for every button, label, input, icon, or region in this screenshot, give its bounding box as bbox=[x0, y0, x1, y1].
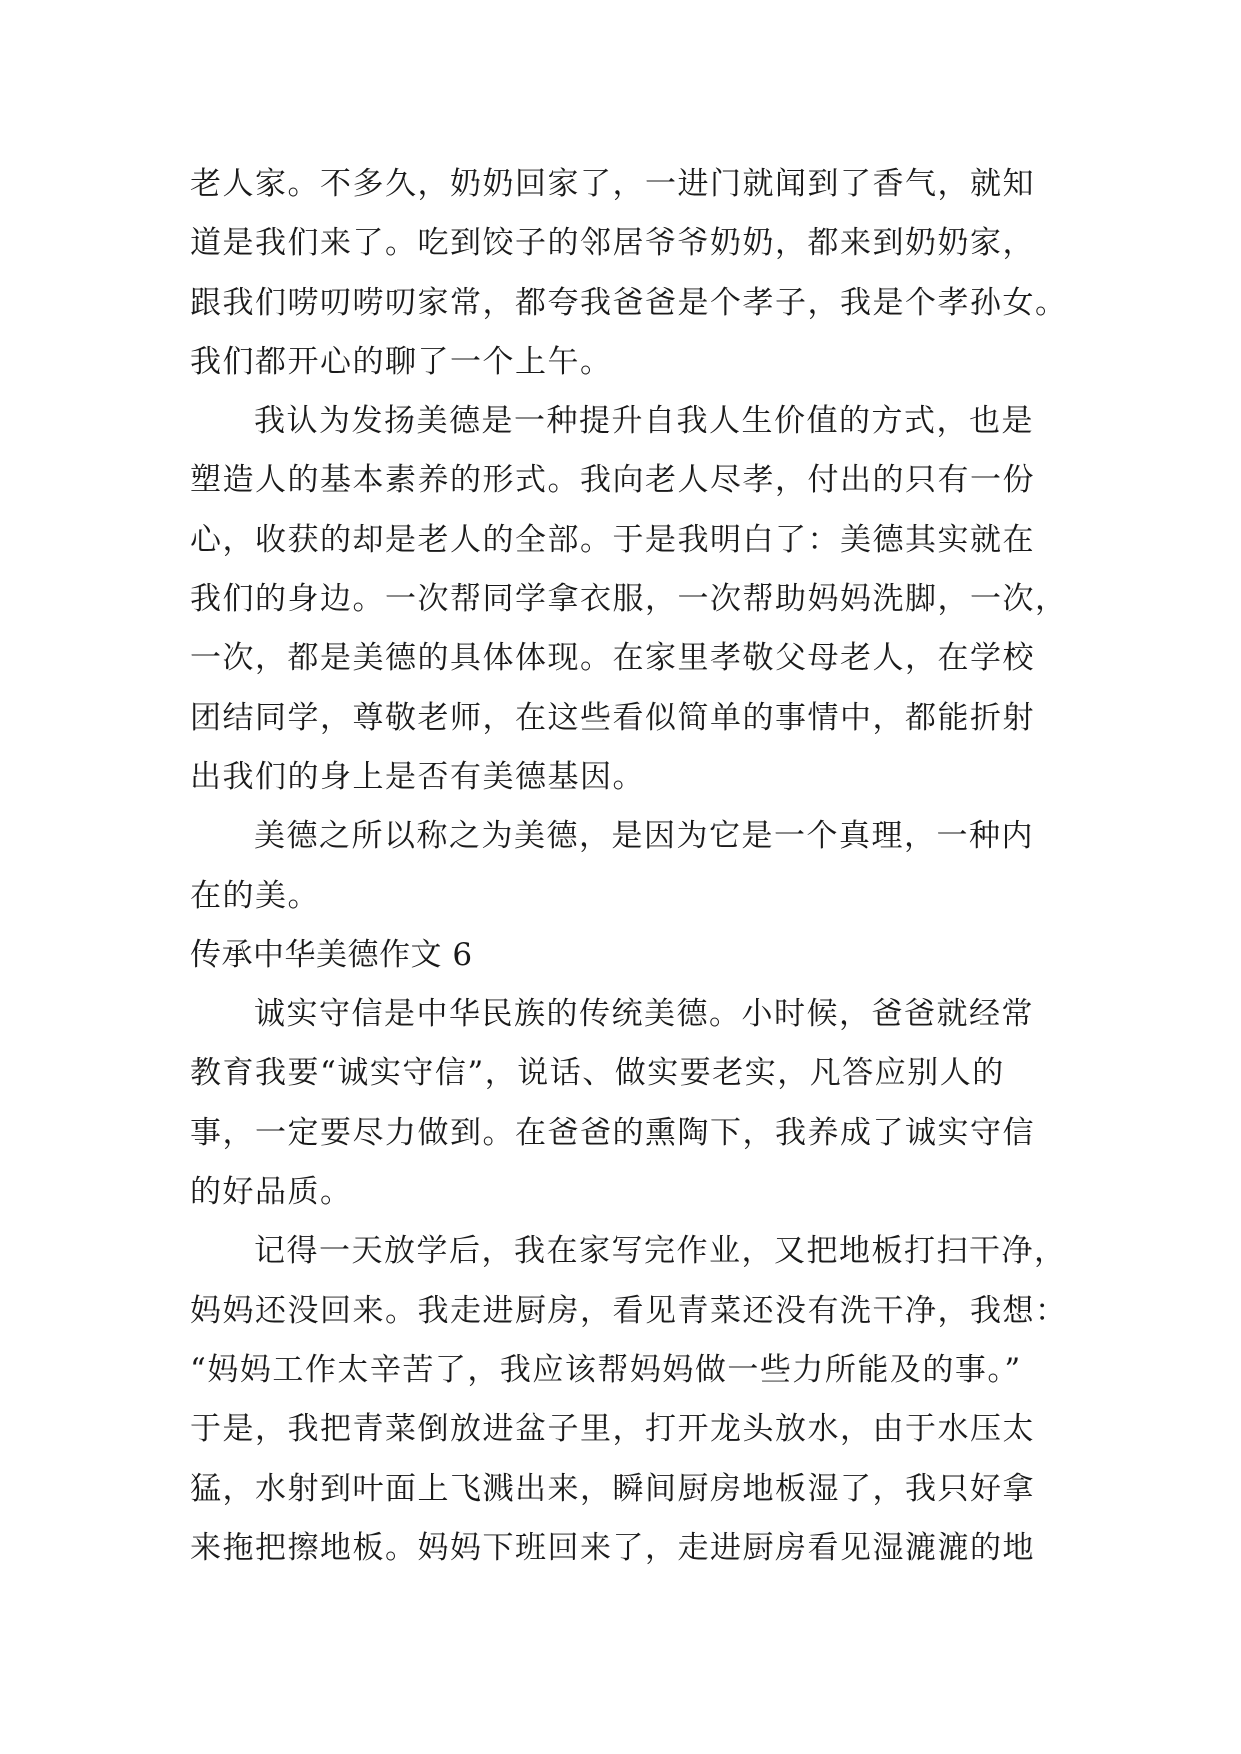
text-line: 诚实守信是中华民族的传统美德。小时候，爸爸就经常 bbox=[254, 996, 1034, 1033]
text-line: 猛，水射到叶面上飞溅出来，瞬间厨房地板湿了，我只好拿 bbox=[190, 1470, 1035, 1507]
text-line: 塑造人的基本素养的形式。我向老人尽孝，付出的只有一份 bbox=[190, 462, 1035, 499]
text-line: 老人家。不多久，奶奶回家了，一进门就闻到了香气，就知 bbox=[190, 166, 1035, 202]
document-body bbox=[190, 155, 1068, 1578]
text-line: 跟我们唠叨唠叨家常，都夸我爸爸是个孝子，我是个孝孙女。 bbox=[190, 284, 1068, 321]
text-line: 教育我要“诚实守信”，说话、做实要老实，凡答应别人的 bbox=[190, 1055, 1005, 1092]
text-line: 出我们的身上是否有美德基因。 bbox=[190, 758, 645, 795]
text-line: “妈妈工作太辛苦了，我应该帮妈妈做一些力所能及的事。” bbox=[190, 1351, 1022, 1388]
text-line: 事，一定要尽力做到。在爸爸的熏陶下，我养成了诚实守信 bbox=[190, 1114, 1035, 1151]
text-line: 记得一天放学后，我在家写完作业，又把地板打扫干净， bbox=[254, 1233, 1067, 1270]
text-line: 我们都开心的聊了一个上午。 bbox=[190, 343, 613, 380]
text-line: 团结同学，尊敬老师，在这些看似简单的事情中，都能折射 bbox=[190, 699, 1035, 736]
text-line: 美德之所以称之为美德，是因为它是一个真理，一种内 bbox=[254, 818, 1034, 855]
text-line: 妈妈还没回来。我走进厨房，看见青菜还没有洗干净，我想： bbox=[190, 1292, 1068, 1329]
text-line: 道是我们来了。吃到饺子的邻居爷爷奶奶，都来到奶奶家， bbox=[190, 225, 1035, 262]
text-line: 在的美。 bbox=[190, 877, 320, 914]
text-line: 来拖把擦地板。妈妈下班回来了，走进厨房看见湿漉漉的地 bbox=[190, 1529, 1035, 1566]
text-line: 的好品质。 bbox=[190, 1174, 353, 1211]
text-line: 于是，我把青菜倒放进盆子里，打开龙头放水，由于水压太 bbox=[190, 1411, 1035, 1448]
text-line: 我认为发扬美德是一种提升自我人生价值的方式，也是 bbox=[254, 403, 1034, 440]
section-heading: 传承中华美德作文 6 bbox=[190, 936, 473, 973]
text-line: 心，收获的却是老人的全部。于是我明白了：美德其实就在 bbox=[190, 521, 1035, 558]
text-line: 我们的身边。一次帮同学拿衣服，一次帮助妈妈洗脚，一次， bbox=[190, 581, 1068, 618]
text-line: 一次，都是美德的具体体现。在家里孝敬父母老人，在学校 bbox=[190, 640, 1035, 677]
